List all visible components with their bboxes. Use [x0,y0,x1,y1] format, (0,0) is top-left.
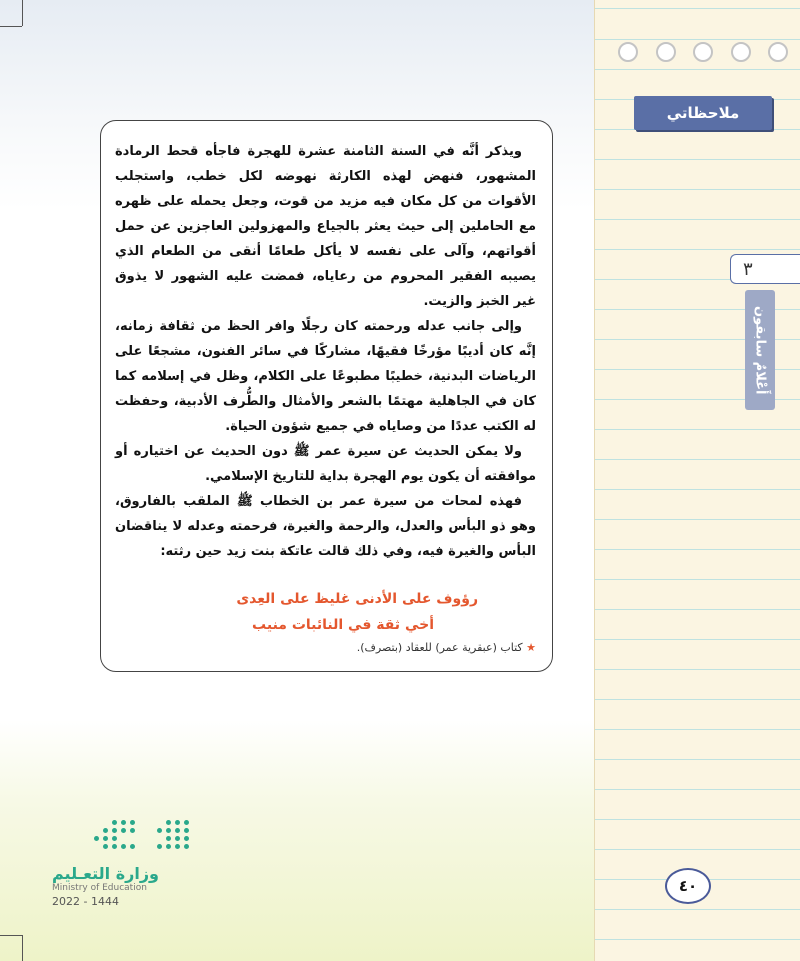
logo-dot [139,828,148,836]
chapter-tab [745,290,775,410]
logo-dot [175,820,180,825]
logo-dot [130,828,135,833]
binder-ring [731,42,751,62]
logo-dot [94,844,103,852]
logo-dot [184,836,189,841]
logo-dots-icon [94,820,194,854]
logo-dot [184,828,189,833]
source-text: كتاب (عبقرية عمر) للعقاد (بتصرف). [356,641,523,654]
binder-ring [693,42,713,62]
logo-dot [94,836,99,841]
crop-mark [0,935,22,936]
logo-dot [157,836,166,844]
page-number: ٤٠ [665,868,711,904]
logo-dot [166,828,171,833]
star-icon: ★ [526,641,536,654]
edition-year: 2022 - 1444 [52,895,119,908]
logo-dot [148,844,157,852]
logo-dot [121,844,126,849]
logo-dot [148,828,157,836]
source-note [115,641,536,654]
ministry-name-en: Ministry of Education [52,883,147,893]
notes-panel [594,0,800,961]
paragraph: وإلى جانب عدله ورحمته كان رجلًا وافر الحظ من ثقافة زمانه، إنَّه كان أديبًا مؤرخًا فقيهًا، مشاركًا في سائر الفنون، مشجعًا على الرياضات البدنية، خطيبًا مطبوعًا على الكلام، وظل في إسلامه كما كان في الجاهلية مهتمًا بالشعر والأمثال والطُّرف الأدبية، وحفظت له الكتب عددًا من وصاياه في جميع شؤون الحياة. [115,319,536,434]
logo-dot [157,844,162,849]
logo-dot [166,836,171,841]
logo-dot [112,828,117,833]
logo-dot [130,820,135,825]
logo-dot [103,828,108,833]
logo-dot [130,836,139,844]
crop-mark [0,26,22,27]
binder-ring [618,42,638,62]
logo-dot [112,836,117,841]
logo-dot [103,836,108,841]
logo-dot [175,844,180,849]
logo-dot [139,844,148,852]
logo-dot [166,820,171,825]
logo-dot [157,820,166,828]
chapter-number: ٣ [730,254,800,284]
logo-dot [148,820,157,828]
paragraph: ويذكر أنَّه في السنة الثامنة عشرة للهجرة فاجأه قحط الرمادة المشهور، فنهض لهذه الكارثة نهوضه لكل خطب، واستجلب الأقوات من كل مكان فيه مزيد من قوت، وجعل يحمله على ظهره مع الحاملين إلى حيث يعثر بالجياع والمهزولين العاجزين عن حمل أقواتهم، وآلى على نفسه لا يأكل طعامًا أنقى من الطعام الذي يصيبه الفقير المحروم من رعاياه، فمضت عليه الشهور لا يذوق غير الخبز والزيت. [115,144,536,309]
logo-dot [139,836,148,844]
binder-ring [768,42,788,62]
poem-line: أخي ثقة في النائبات منيب [252,617,434,633]
logo-dot [175,836,180,841]
ministry-name-ar: وزارة التعـليم [52,864,159,883]
article-card [100,120,553,672]
poem-line: رؤوف على الأدنى غليظ على العِدى [236,591,478,607]
crop-mark [22,935,23,961]
logo-dot [148,836,157,844]
logo-dot [130,844,135,849]
logo-dot [103,820,112,828]
logo-dot [166,844,171,849]
logo-dot [157,828,162,833]
logo-dot [112,844,117,849]
logo-dot [121,820,126,825]
article-body [115,139,536,564]
logo-dot [184,820,189,825]
logo-dot [112,820,117,825]
logo-dot [121,828,126,833]
paragraph: فهذه لمحات من سيرة عمر بن الخطاب ﷺ الملقب بالفاروق، وهو ذو البأس والعدل، والرحمة والغيرة، فرحمته وعدله لا يناقضان البأس والغيرة فيه، وفي ذلك قالت عاتكة بنت زيد حين رثته: [115,494,536,559]
logo-dot [121,836,130,844]
paragraph: ولا يمكن الحديث عن سيرة عمر ﷺ دون الحديث عن اختياره أو موافقته أن يكون يوم الهجرة بداية للتاريخ الإسلامي. [115,444,536,484]
chapter-title: أَعْلامٌ سابقون [752,305,768,395]
logo-dot [139,820,148,828]
ministry-logo [52,820,192,908]
poem [115,586,536,638]
notes-title: ملاحظاتي [634,96,772,130]
logo-dot [94,828,103,836]
crop-mark [22,0,23,26]
binder-rings [618,42,788,66]
binder-ring [656,42,676,62]
logo-dot [184,844,189,849]
logo-dot [94,820,103,828]
logo-dot [103,844,108,849]
logo-dot [175,828,180,833]
